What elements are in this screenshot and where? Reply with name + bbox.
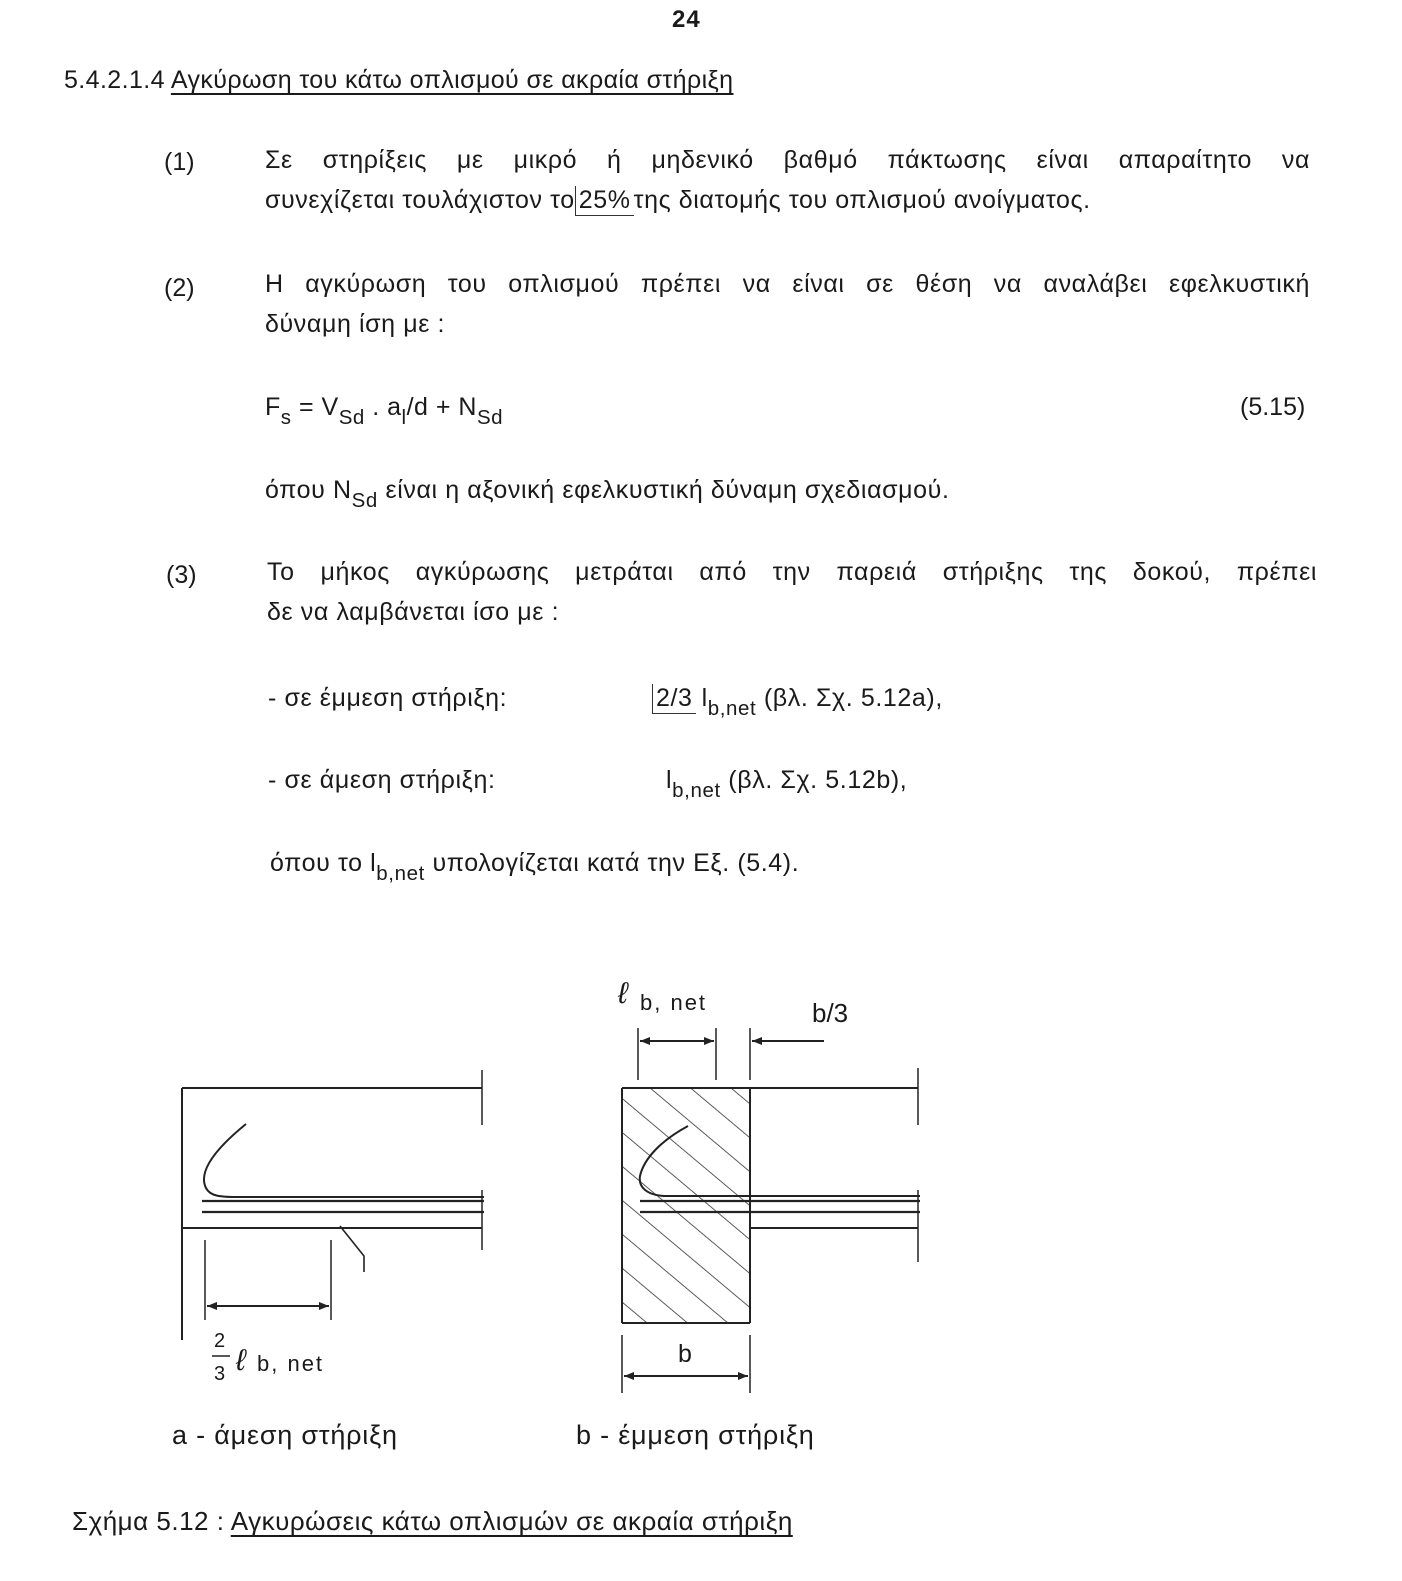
subfigure-a-label: a - άμεση στήριξη — [172, 1420, 398, 1450]
fraction-box: 2/3 — [652, 684, 696, 714]
nsd-definition: όπου $N_{Sd}$ είναι η αξονική εφελκυστική δύναμη σχεδιασμού. — [265, 476, 950, 513]
paragraph-number-2: (2) — [164, 274, 195, 302]
section-number: 5.4.2.1.4 — [64, 66, 165, 94]
left-dim-numerator: 2 — [214, 1330, 226, 1352]
percentage-box: 25% — [575, 186, 634, 216]
page-number: 24 — [672, 6, 701, 33]
equation-number: (5.15) — [1240, 393, 1306, 421]
case-indirect-value: 2/3 $l_{b,net}$ (βλ. Σχ. 5.12a), — [652, 678, 943, 718]
figure-caption-title: Αγκυρώσεις κάτω οπλισμών σε ακραία στήριξη — [230, 1506, 793, 1536]
paragraph-3-line-2: δε να λαμβάνεται ίσο με : — [267, 598, 560, 626]
left-dim-symbol: ℓ — [236, 1344, 246, 1377]
case-indirect-label: - σε έμμεση στήριξη: — [268, 684, 508, 712]
right-top-symbol: ℓ — [618, 977, 628, 1010]
right-b-label: b — [678, 1340, 692, 1368]
right-top-b-third: b/3 — [812, 998, 849, 1028]
formula-5-15: $F_s = V_{Sd}$ . $a_l/d + N_{Sd}$ — [265, 393, 504, 430]
paragraph-2-line-2: δύναμη ίση με : — [265, 310, 446, 338]
paragraph-1-line-2-start: συνεχίζεται τουλάχιστον το — [265, 186, 575, 214]
paragraph-3-line-1: Το μήκος αγκύρωσης μετράται από την παρειά στήριξης της δοκού, πρέπει — [267, 558, 1317, 586]
paragraph-1-line-1: Σε στηρίξεις με μικρό ή μηδενικό βαθμό πάκτωσης είναι απαραίτητο να — [265, 146, 1310, 174]
paragraph-2-line-1: Η αγκύρωση του οπλισμού πρέπει να είναι σε θέση να αναλάβει εφελκυστική — [265, 270, 1310, 298]
left-dim-subscript: b, net — [257, 1351, 325, 1376]
figure-a-beam — [182, 1070, 484, 1356]
left-dim-denominator: 3 — [214, 1363, 226, 1385]
figure-caption: Σχήμα 5.12 : Αγκυρώσεις κάτω οπλισμών σε ακραία στήριξη — [72, 1506, 793, 1536]
section-title: Αγκύρωση του κάτω οπλισμού σε ακραία στήριξη — [170, 66, 734, 94]
figure-b-support — [622, 1028, 920, 1393]
subfigure-b-label: b - έμμεση στήριξη — [576, 1420, 815, 1450]
paragraph-1-line-2-end: της διατομής του οπλισμού ανοίγματος. — [633, 186, 1091, 214]
right-top-subscript: b, net — [640, 990, 708, 1015]
case-direct-label: - σε άμεση στήριξη: — [268, 766, 496, 794]
case-direct-value: $l_{b,net}$ (βλ. Σχ. 5.12b), — [666, 766, 908, 803]
paragraph-number-3: (3) — [166, 561, 197, 589]
lbnet-definition: όπου το $l_{b,net}$ υπολογίζεται κατά την Εξ. (5.4). — [270, 849, 800, 886]
paragraph-number-1: (1) — [164, 148, 195, 176]
